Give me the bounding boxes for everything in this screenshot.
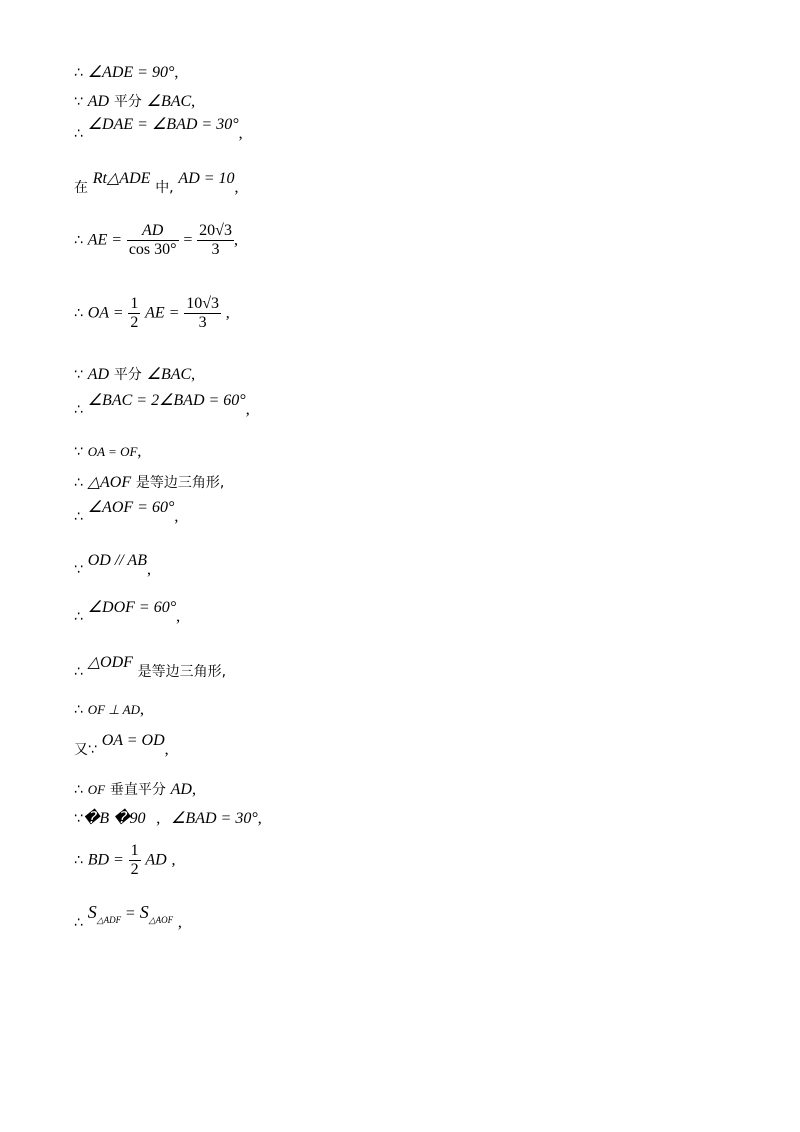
math-expression: AD: [145, 851, 167, 869]
proof-line-15: [74, 700, 144, 719]
proof-line-16: [74, 732, 169, 759]
punctuation: ,: [137, 443, 142, 460]
chinese-text: 又∵: [74, 742, 97, 758]
because-symbol: ∵: [74, 367, 83, 383]
chinese-text: 平分: [113, 367, 142, 383]
proof-line-1: [74, 63, 178, 82]
therefore-symbol: ∴: [74, 65, 83, 81]
math-expression: ∠BAD = 30°: [171, 810, 258, 827]
fraction-denominator: 2: [130, 861, 139, 878]
chinese-text: 平分: [113, 94, 142, 110]
therefore-symbol: ∴: [74, 305, 83, 322]
math-expression: OA =: [87, 304, 124, 322]
fraction-numerator: 20√3: [199, 222, 232, 239]
therefore-symbol: ∴: [74, 782, 83, 798]
punctuation: ,: [238, 125, 243, 142]
math-expression: OA = OF: [87, 444, 138, 459]
therefore-symbol: ∴: [74, 232, 83, 249]
punctuation: ,: [146, 561, 151, 578]
therefore-symbol: ∴: [74, 702, 83, 718]
math-expression: ∠BAC: [146, 93, 192, 110]
area-equation: [87, 902, 178, 925]
proof-line-17: [74, 780, 196, 799]
punctuation: ,: [171, 851, 176, 869]
math-expression: OF ⊥ AD: [87, 702, 140, 717]
area-symbol: S: [139, 902, 149, 922]
punctuation: ,: [174, 64, 179, 81]
punctuation: ,: [164, 741, 169, 758]
therefore-symbol: ∴: [74, 609, 83, 625]
because-symbol: ∵: [74, 94, 83, 110]
math-expression: �B �90: [82, 810, 146, 827]
proof-line-13: [74, 599, 181, 626]
math-expression: AD: [170, 781, 192, 798]
punctuation: ,: [139, 701, 144, 718]
math-expression: AD: [87, 366, 110, 383]
equals-sign: =: [183, 231, 193, 249]
math-expression: OD // AB: [87, 552, 147, 569]
math-expression: OF: [87, 782, 106, 797]
proof-line-10: [74, 473, 224, 492]
therefore-symbol: ∴: [74, 475, 83, 491]
punctuation: ,: [225, 304, 230, 322]
punctuation: ,: [257, 810, 262, 827]
chinese-text: 是等边三角形,: [137, 664, 227, 680]
math-expression: AE =: [87, 231, 123, 249]
therefore-symbol: ∴: [74, 509, 83, 525]
proof-line-18: [74, 809, 262, 828]
fraction-denominator: 3: [184, 313, 221, 332]
proof-line-3: [74, 116, 243, 143]
punctuation: ,: [174, 508, 179, 525]
triangle-name: △AOF: [87, 474, 132, 491]
equals-sign: =: [125, 905, 135, 922]
punctuation: ,: [191, 781, 196, 798]
fraction: [129, 842, 141, 879]
punctuation: ,: [176, 608, 181, 625]
punctuation: ,: [177, 914, 182, 931]
punctuation: ,: [233, 231, 238, 249]
fraction: [197, 222, 234, 259]
fraction-numerator: 1: [130, 842, 139, 859]
proof-line-14: [74, 654, 227, 681]
math-expression: AD: [87, 93, 110, 110]
area-subscript: △AOF: [148, 915, 174, 925]
proof-line-9: [74, 442, 141, 461]
fraction-denominator: cos 30°: [128, 241, 177, 258]
area-subscript: △ADF: [96, 915, 122, 925]
punctuation: ,: [234, 179, 239, 196]
math-expression: ∠AOF = 60°: [87, 499, 175, 516]
therefore-symbol: ∴: [74, 852, 83, 869]
therefore-symbol: ∴: [74, 915, 83, 931]
fraction-denominator: 2: [130, 314, 139, 331]
because-symbol: ∵: [74, 444, 83, 460]
therefore-symbol: ∴: [74, 126, 83, 142]
proof-line-4: [74, 170, 239, 197]
math-expression: OA = OD: [101, 732, 165, 749]
fraction: [128, 295, 140, 332]
chinese-text: 在: [74, 180, 88, 196]
proof-line-5: [74, 222, 238, 259]
proof-line-20: [74, 902, 182, 933]
therefore-symbol: ∴: [74, 664, 83, 680]
chinese-text: 中,: [155, 180, 174, 196]
proof-line-7: [74, 365, 195, 384]
proof-line-19: [74, 842, 176, 879]
fraction-numerator: 10√3: [186, 295, 220, 312]
punctuation: ,: [191, 366, 196, 383]
math-expression: AD = 10: [178, 170, 235, 187]
fraction: [184, 295, 221, 332]
proof-line-6: [74, 295, 230, 332]
proof-line-11: [74, 499, 179, 526]
proof-line-2: [74, 92, 195, 111]
fraction: [127, 222, 179, 259]
proof-line-12: [74, 552, 151, 579]
math-expression: ∠DOF = 60°: [87, 599, 177, 616]
math-expression: AE =: [145, 304, 180, 322]
chinese-text: 垂直平分: [109, 782, 166, 798]
triangle-name: △ODF: [87, 654, 133, 671]
math-expression: ∠BAC = 2∠BAD = 60°: [87, 392, 246, 409]
fraction-numerator: 1: [130, 295, 139, 312]
fraction-denominator: 3: [197, 240, 234, 259]
because-symbol: ∵: [74, 562, 83, 578]
because-symbol: ∵: [74, 811, 83, 827]
proof-line-8: [74, 392, 250, 419]
fraction-numerator: AD: [142, 222, 164, 239]
punctuation: ,: [245, 401, 250, 418]
math-expression: ∠DAE = ∠BAD = 30°: [87, 116, 239, 133]
area-symbol: S: [87, 902, 97, 922]
math-expression: BD =: [87, 851, 124, 869]
math-expression: ∠BAC: [146, 366, 192, 383]
chinese-text: 是等边三角形,: [135, 475, 225, 491]
punctuation: ,: [156, 810, 161, 827]
math-expression: ∠ADE = 90°: [87, 64, 175, 81]
punctuation: ,: [191, 93, 196, 110]
triangle-name: Rt△ADE: [92, 170, 151, 187]
therefore-symbol: ∴: [74, 402, 83, 418]
